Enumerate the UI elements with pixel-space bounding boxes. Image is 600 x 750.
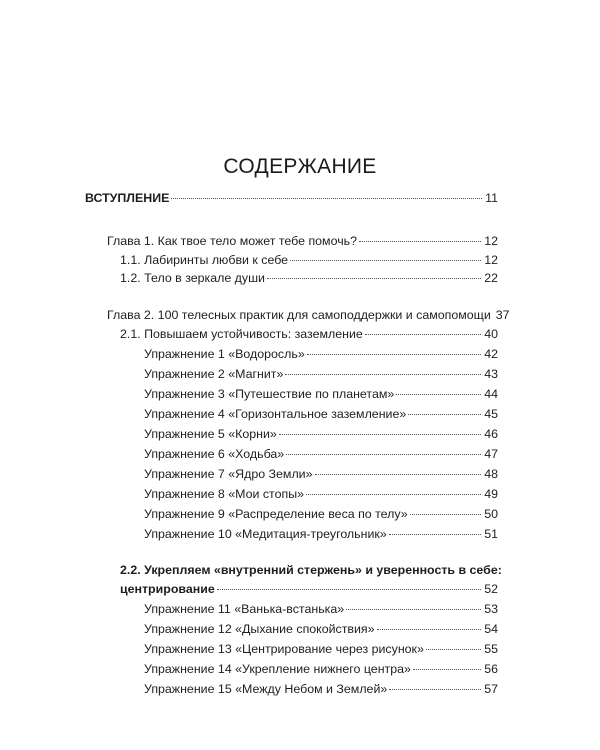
dot-leader bbox=[410, 514, 482, 515]
dot-leader bbox=[346, 609, 481, 610]
toc-page-number: 57 bbox=[484, 682, 498, 696]
toc-entry-label: Упражнение 6 «Ходьба» bbox=[144, 447, 285, 461]
toc-page-number: 43 bbox=[484, 367, 498, 381]
toc-entry-intro[interactable] bbox=[85, 190, 498, 206]
toc-page-number: 44 bbox=[484, 387, 498, 401]
toc-entry-exercise-15[interactable] bbox=[144, 681, 498, 697]
dot-leader bbox=[279, 434, 481, 435]
dot-leader bbox=[426, 649, 481, 650]
toc-entry-exercise-2[interactable] bbox=[144, 366, 498, 382]
dot-leader bbox=[171, 198, 482, 199]
toc-entry-label: Упражнение 2 «Магнит» bbox=[144, 367, 284, 381]
dot-leader bbox=[413, 669, 481, 670]
toc-page-number: 51 bbox=[484, 527, 498, 541]
dot-leader bbox=[307, 354, 481, 355]
toc-entry-label: Упражнение 14 «Укрепление нижнего центра» bbox=[144, 662, 411, 676]
toc-entry-chapter-2[interactable] bbox=[107, 307, 510, 323]
dot-leader bbox=[365, 334, 481, 335]
toc-entry-label: Глава 1. Как твое тело может тебе помочь? bbox=[107, 234, 357, 248]
toc-page-number: 22 bbox=[484, 271, 498, 285]
toc-page-number: 47 bbox=[484, 447, 498, 461]
toc-entry-exercise-6[interactable] bbox=[144, 446, 498, 462]
toc-entry-label: 1.2. Тело в зеркале души bbox=[120, 271, 265, 285]
toc-entry-section-1-2[interactable] bbox=[120, 270, 498, 286]
toc-page-number: 37 bbox=[495, 308, 510, 322]
toc-entry-exercise-1[interactable] bbox=[144, 346, 498, 362]
toc-entry-exercise-8[interactable] bbox=[144, 486, 498, 502]
toc-entry-exercise-3[interactable] bbox=[144, 386, 498, 402]
toc-entry-section-2-1[interactable] bbox=[120, 326, 498, 342]
toc-entry-section-2-2[interactable] bbox=[120, 581, 498, 597]
toc-entry-label: Упражнение 11 «Ванька-встанька» bbox=[144, 602, 345, 616]
toc-page-number: 45 bbox=[484, 407, 498, 421]
toc-entry-label: Упражнение 9 «Распределение веса по телу» bbox=[144, 507, 408, 521]
toc-page-number: 49 bbox=[484, 487, 498, 501]
toc-entry-exercise-7[interactable] bbox=[144, 466, 498, 482]
page-title: СОДЕРЖАНИЕ bbox=[223, 155, 377, 178]
toc-entry-label: Упражнение 12 «Дыхание спокойствия» bbox=[144, 622, 375, 636]
dot-leader bbox=[286, 454, 481, 455]
toc-entry-section-2-2-line1[interactable]: 2.2. Укрепляем «внутренний стержень» и уверенность в себе: bbox=[120, 563, 502, 577]
toc-entry-exercise-4[interactable] bbox=[144, 406, 498, 422]
dot-leader bbox=[315, 474, 482, 475]
toc-entry-label: ВСТУПЛЕНИЕ bbox=[85, 191, 170, 205]
dot-leader bbox=[389, 689, 481, 690]
toc-page-number: 54 bbox=[484, 622, 498, 636]
dot-leader bbox=[408, 414, 481, 415]
toc-page-number: 52 bbox=[484, 582, 498, 596]
toc-entry-exercise-10[interactable] bbox=[144, 526, 498, 542]
toc-page-number: 56 bbox=[484, 662, 498, 676]
toc-entry-exercise-12[interactable] bbox=[144, 621, 498, 637]
toc-entry-label: Упражнение 15 «Между Небом и Землей» bbox=[144, 682, 388, 696]
toc-entry-exercise-9[interactable] bbox=[144, 506, 498, 522]
dot-leader bbox=[306, 494, 481, 495]
toc-entry-label: Упражнение 4 «Горизонтальное заземление» bbox=[144, 407, 407, 421]
toc-entry-section-1-1[interactable] bbox=[120, 252, 498, 268]
toc-entry-label: Упражнение 10 «Медитация-треугольник» bbox=[144, 527, 387, 541]
toc-entry-label: Упражнение 7 «Ядро Земли» bbox=[144, 467, 313, 481]
toc-entry-chapter-1[interactable] bbox=[107, 233, 498, 249]
dot-leader bbox=[217, 589, 481, 590]
toc-entry-label: 1.1. Лабиринты любви к себе bbox=[120, 253, 289, 267]
toc-entry-label: Упражнение 3 «Путешествие по планетам» bbox=[144, 387, 395, 401]
dot-leader bbox=[377, 629, 482, 630]
toc-page-number: 11 bbox=[485, 191, 498, 205]
dot-leader bbox=[359, 241, 481, 242]
dot-leader bbox=[290, 260, 481, 261]
toc-entry-label: 2.1. Повышаем устойчивость: заземление bbox=[120, 327, 363, 341]
toc-entry-exercise-5[interactable] bbox=[144, 426, 498, 442]
toc-page-number: 12 bbox=[484, 253, 498, 267]
toc-entry-label: Упражнение 1 «Водоросль» bbox=[144, 347, 305, 361]
toc-entry-label: Упражнение 5 «Корни» bbox=[144, 427, 277, 441]
toc-entry-label: центрирование bbox=[120, 582, 215, 596]
toc-page-number: 40 bbox=[484, 327, 498, 341]
toc-entry-exercise-13[interactable] bbox=[144, 641, 498, 657]
toc-page-number: 55 bbox=[484, 642, 498, 656]
toc-page-number: 50 bbox=[484, 507, 498, 521]
dot-leader bbox=[396, 394, 481, 395]
toc-page-number: 42 bbox=[484, 347, 498, 361]
toc-entry-exercise-11[interactable] bbox=[144, 601, 498, 617]
toc-page-number: 53 bbox=[484, 602, 498, 616]
dot-leader bbox=[267, 278, 481, 279]
toc-page-number: 46 bbox=[484, 427, 498, 441]
dot-leader bbox=[389, 534, 482, 535]
toc-entry-label: Упражнение 13 «Центрирование через рисунок» bbox=[144, 642, 424, 656]
toc-page-number: 48 bbox=[484, 467, 498, 481]
toc-page-number: 12 bbox=[484, 234, 498, 248]
dot-leader bbox=[285, 374, 481, 375]
toc-entry-exercise-14[interactable] bbox=[144, 661, 498, 677]
toc-entry-label: Глава 2. 100 телесных практик для самоподдержки и самопомощи bbox=[107, 308, 491, 322]
toc-entry-label: Упражнение 8 «Мои стопы» bbox=[144, 487, 304, 501]
